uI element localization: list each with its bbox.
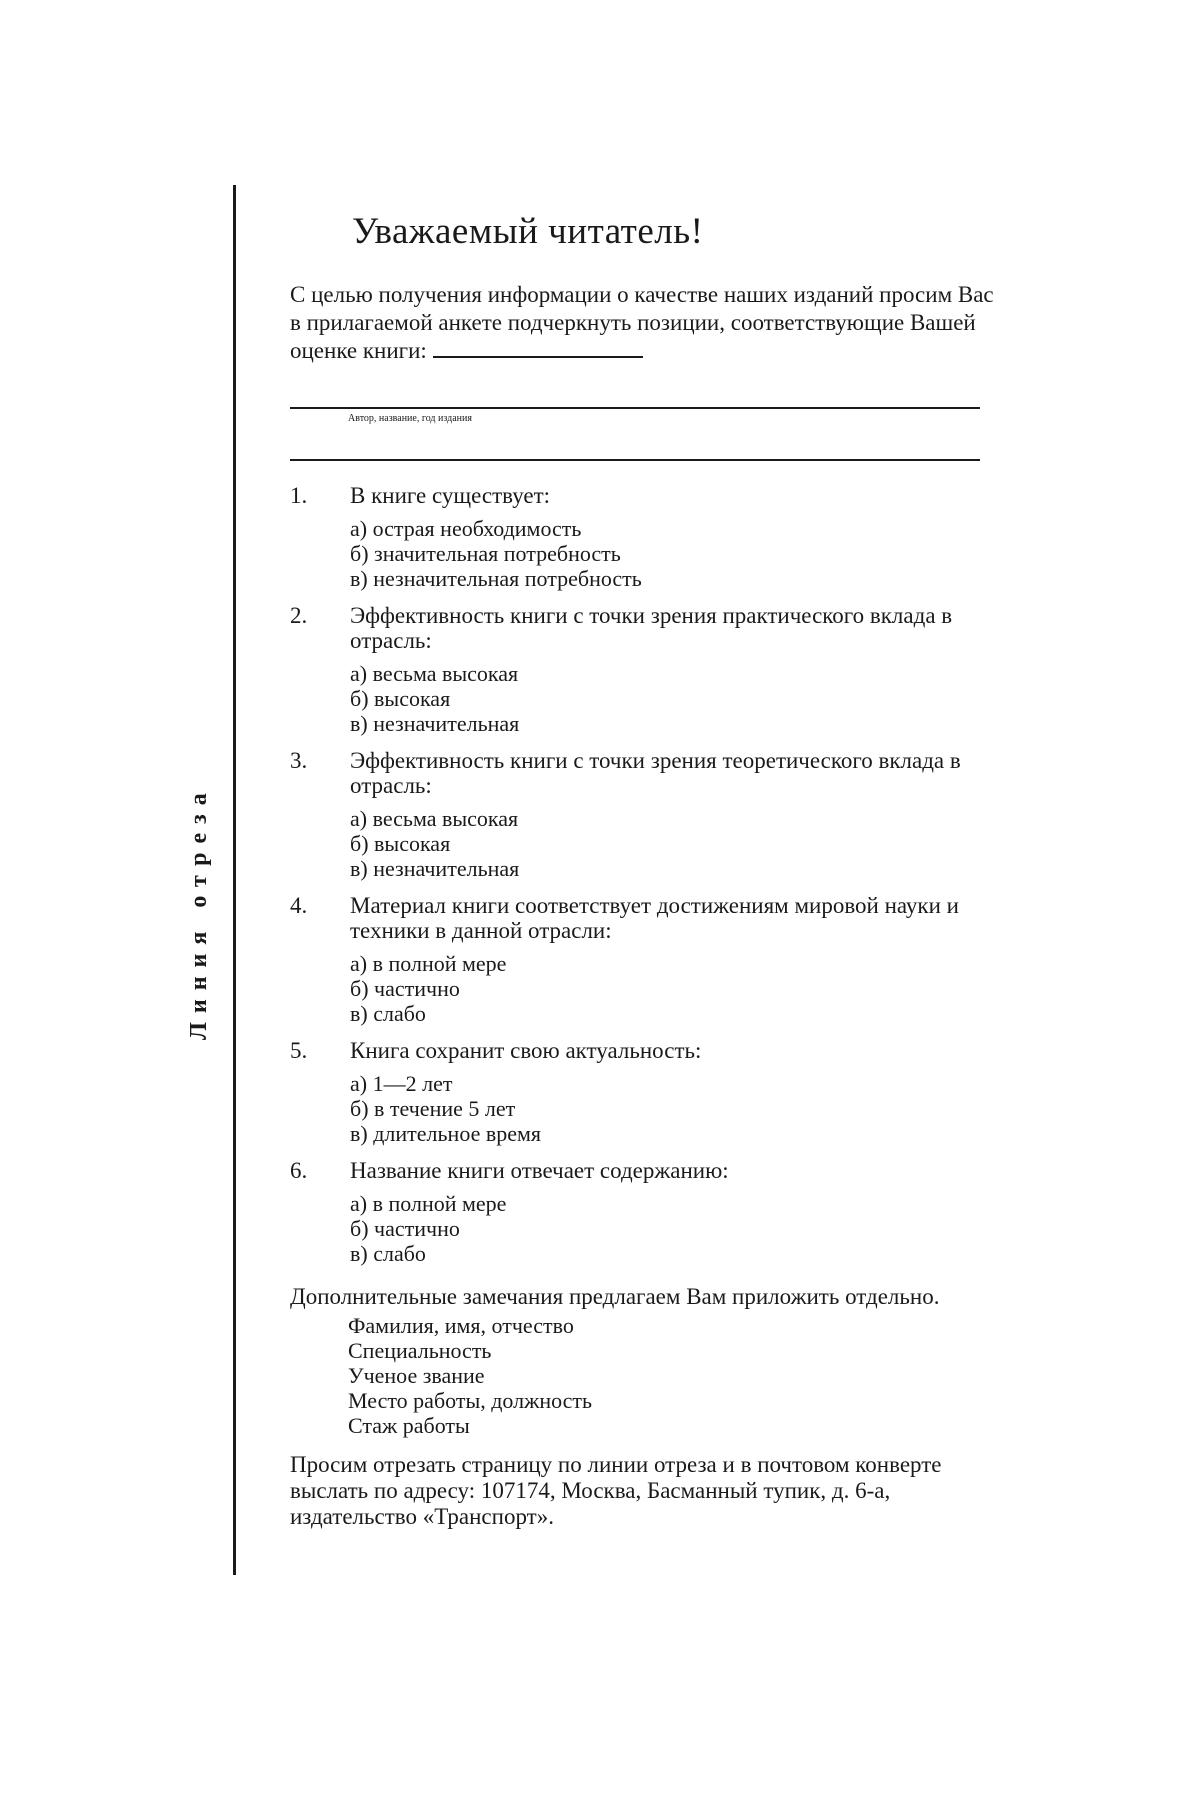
answer-option[interactable]: в) незначительная [350,856,520,881]
question-5 [290,1038,1010,1146]
page-title: Уважаемый читатель! [352,211,704,252]
question-options [350,661,1010,736]
cut-line [233,185,236,1575]
book-info-caption: Автор, название, год издания [348,413,472,424]
question-options [350,951,1010,1026]
answer-option[interactable]: б) частично [350,1216,460,1241]
respondent-field: Ученое звание [348,1363,485,1388]
respondent-field: Место работы, должность [348,1388,593,1413]
questionnaire-content [290,210,1010,1530]
question-text: Эффективность книги с точки зрения практического вклада в отрасль: [350,603,953,653]
answer-option[interactable]: а) весьма высокая [350,806,519,831]
answer-option[interactable]: а) острая необходимость [350,516,582,541]
answer-option[interactable]: в) незначительная [350,711,520,736]
answer-option[interactable]: а) весьма высокая [350,661,519,686]
answer-option[interactable]: в) слабо [350,1001,426,1026]
questions-list [290,483,1010,1266]
question-number: 1. [290,483,308,508]
mailing-request: Просим отрезать страницу по линии отреза и в почтовом конверте выслать по адресу: 107174, Москва, Басманный тупик, д. 6-а, издательство «Транспорт». [290,1452,942,1529]
question-number: 5. [290,1038,308,1063]
question-text: Название книги отвечает содержанию: [350,1158,729,1183]
question-number: 6. [290,1158,308,1183]
respondent-field: Фамилия, имя, отчество [348,1313,574,1338]
question-2 [290,603,1010,736]
answer-option[interactable]: в) длительное время [350,1121,542,1146]
book-info-line-2[interactable] [290,459,980,461]
answer-option[interactable]: а) в полной мере [350,1191,507,1216]
answer-option[interactable]: б) в течение 5 лет [350,1096,516,1121]
respondent-field: Стаж работы [348,1413,470,1438]
answer-option[interactable]: б) значительная потребность [350,541,621,566]
question-text: Материал книги соответствует достижениям мировой науки и техники в данной отрасли: [350,893,959,943]
question-number: 4. [290,893,308,918]
answer-option[interactable]: в) слабо [350,1241,426,1266]
answer-option[interactable]: а) 1—2 лет [350,1071,453,1096]
book-fill-line[interactable] [433,338,643,358]
question-text: Книга сохранит свою актуальность: [350,1038,702,1063]
answer-option[interactable]: б) частично [350,976,460,1001]
question-3 [290,748,1010,881]
question-options [350,1071,1010,1146]
question-number: 3. [290,748,308,773]
intro-paragraph [290,281,1010,365]
question-text: Эффективность книги с точки зрения теоретического вклада в отрасль: [350,748,961,798]
question-1 [290,483,1010,591]
answer-option[interactable]: б) высокая [350,831,451,856]
question-text: В книге существует: [350,483,551,508]
question-options [350,1191,1010,1266]
book-info-line[interactable] [290,407,980,409]
question-options [350,806,1010,881]
answer-option[interactable]: а) в полной мере [350,951,507,976]
question-4 [290,893,1010,1026]
respondent-fields [348,1313,1010,1438]
answer-option[interactable]: б) высокая [350,686,451,711]
additional-note: Дополнительные замечания предлагаем Вам приложить отдельно. [290,1284,940,1309]
cut-line-label: Линия отреза [186,784,212,1040]
answer-option[interactable]: в) незначительная потребность [350,566,642,591]
question-6 [290,1158,1010,1266]
intro-text: С целью получения информации о качестве наших изданий просим Вас в прилагаемой анкете подчеркнуть позиции, соответствующие Вашей оценке книги: [290,282,994,363]
respondent-field: Специальность [348,1338,492,1363]
question-number: 2. [290,603,308,628]
question-options [350,516,1010,591]
